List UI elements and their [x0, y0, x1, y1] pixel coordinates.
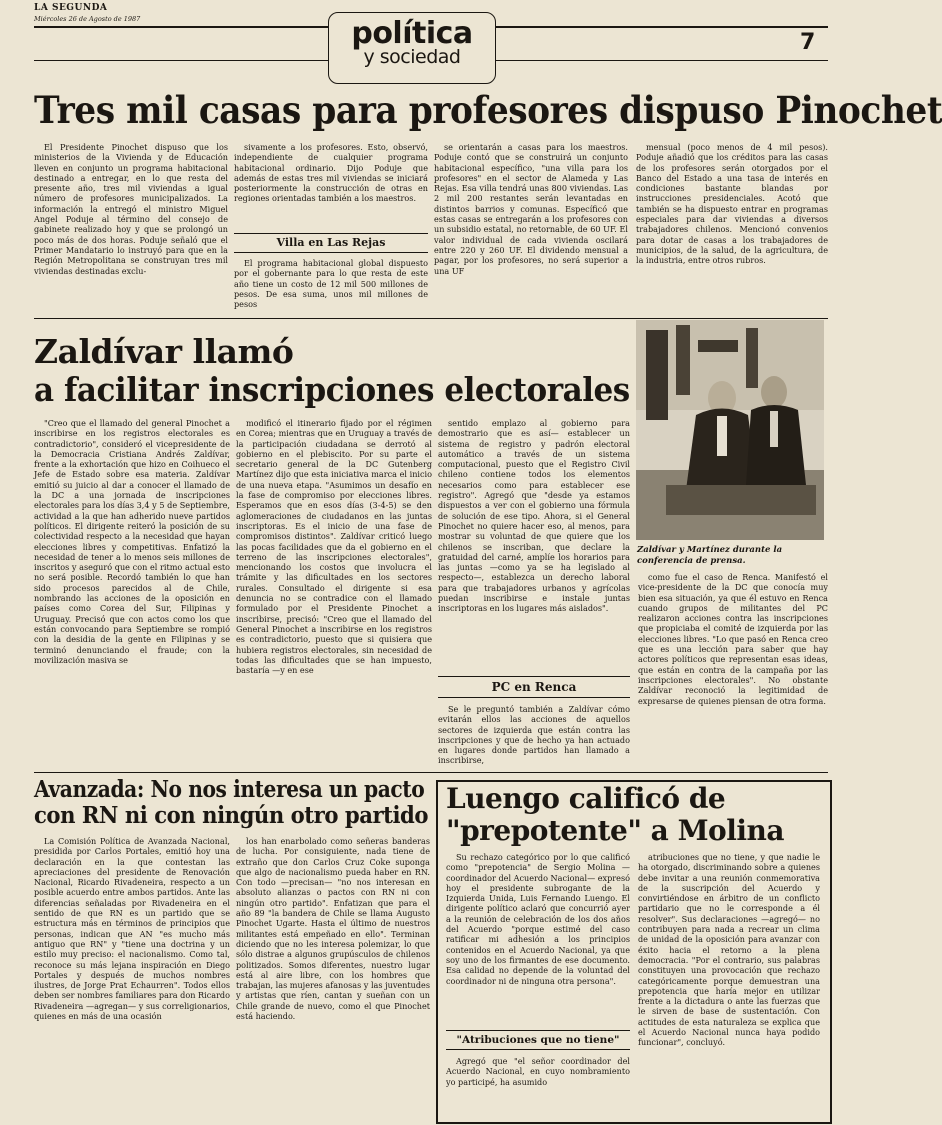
article4-col1b-text: Agregó que "el señor coordinador del Acuerdo Nacional, en cuyo nombramiento yo participé, ha asumido: [446, 1056, 630, 1087]
article4-headline-line2: "prepotente" a Molina: [446, 814, 785, 847]
press-conference-photo: [636, 320, 824, 540]
article2-column-1: [34, 418, 230, 768]
article1-subhead: Villa en Las Rejas: [234, 233, 428, 253]
page-number: 7: [800, 30, 816, 55]
article2-column-2: [236, 418, 432, 768]
section-subtitle: y sociedad: [363, 46, 461, 68]
article4-subhead: "Atribuciones que no tiene": [446, 1030, 630, 1050]
article1-col2b-text: El programa habitacional global dispuesto por el gobernante para lo que resta de este año tiene un costo de 12 mil 500 millones de pesos. De esa suma, unos mil millones de pesos: [234, 258, 428, 310]
article1-col4-text: mensual (poco menos de 4 mil pesos). Poduje añadió que los créditos para las casas de los profesores serán otorgados por el Banco del Estado a una tasa de interés en condiciones bastante blandas por instrucciones presidenciales. Acotó que también se ha dispuesto entrar en programas especiales para dar viviendas a diversos trabajadores chilenos. Mencionó convenios para dotar de casas a los trabajadores de municipios, de la salud, de la agricultura, de la industria, entre otros rubros.: [636, 142, 828, 266]
article1-col3-text: se orientarán a casas para los maestros. Poduje contó que se construirá un conjunto habitacional específico, "una villa para los profesores" en el sector de Alameda y Las Rejas. Esa villa tendrá unas 800 viviendas. Las 2 mil 200 restantes serán levantadas en distintos barrios y comunas. Específicó que estas casas se entregarán a los profesores con un subsidio estatal, no retornable, de 60 UF. El valor individual de cada vivienda oscilará entre 220 y 260 UF. El dividendo mensual a pagar, por los profesores, no será superior a una UF: [434, 142, 628, 276]
article2-col2-text: modificó el itinerario fijado por el régimen en Corea; mientras que en Uruguay a través de la participación ciudadana se derrotó al gobierno en el plebiscito. Por su parte el secretario general de la DC Gutenberg Martínez dijo que esta iniciativa marca el inicio de una nueva etapa. "Asumimos un desafío en la fase de compromiso por elecciones libres. Esperamos que en esos días (3-4-5) se den aglomeraciones de ciudadanos en las juntas inscriptoras. Es el inicio de una fase de compromisos distintos". Zaldívar criticó luego las pocas facilidades que da el gobierno en el terreno de las inscripciones electorales", mencionando los costos que involucra el trámite y las dificultades en los sectores rurales. Consultado el dirigente si esa denuncia no se contradice con el llamado formulado por el Presidente Pinochet a inscribirse, precisó: "Creo que el llamado del General Pinochet a inscribirse en los registros es contradictorio, puesto que si quisiera que hubiera registros electorales, sin necesidad de todas las dificultades que se han impuesto, bastaría —y en ese: [236, 418, 432, 676]
article2-col3b-text: Se le preguntó también a Zaldívar cómo evitarán ellos las acciones de aquellos sectores de izquierda que están contra las inscripciones y que de hecho ya han actuado en lugares donde partidos han llamado a inscribirse,: [438, 704, 630, 766]
article1-col1-text: El Presidente Pinochet dispuso que los ministerios de la Vivienda y de Educación lleven en conjunto un programa habitacional destinado a entregar, en lo que resta del presente año, tres mil viviendas a igual número de profesores municipalizados. La información la entregó el ministro Miguel Angel Poduje al término del consejo de gabinete realizado hoy y que se prolongó un poco más de dos horas. Poduje señaló que el Primer Mandatario lo instruyó para que en la Región Metropolitana se construyan tres mil viviendas destinadas exclu-: [34, 142, 228, 276]
article4-headline-line1: Luengo calificó de: [446, 782, 726, 815]
article3-column-1: [34, 836, 230, 1121]
article2-col4-text: como fue el caso de Renca. Manifestó el vice-presidente de la DC que conocía muy bien esa situación, ya que él estuvo en Renca cuando grupos de militantes del PC realizaron acciones contra las inscripciones que propiciaba el comité de izquierda por las elecciones libres. "Lo que pasó en Renca creo que es una lección para saber que hay actores políticos que representan esas ideas, que están en contra de la campaña por las inscripciones electorales". No obstante Zaldívar reconoció la legitimidad de expresarse de quienes piensan de otra forma.: [638, 572, 828, 706]
section-logo: [328, 12, 496, 84]
article1-headline: Tres mil casas para profesores dispuso Pinochet: [34, 88, 942, 132]
article3-column-2: [236, 836, 430, 1121]
article2-subhead: PC en Renca: [438, 676, 630, 698]
article2-headline-line1: Zaldívar llamó: [34, 332, 294, 371]
photo-image: [636, 320, 824, 540]
article3-col2-text: los han enarbolado como señeras banderas de lucha. Por consiguiente, nada tiene de extraño que don Carlos Cruz Coke suponga que algo de nacionalismo pueda haber en RN. Con todo —precisan— "no nos interesan en absoluto alianzas o pactos con RN ni con ningún otro partido". Enfatizan que para el año 89 "la bandera de Chile se llama Augusto Pinochet Ugarte. Hasta el último de nuestros militantes está empeñado en ello". Terminan diciendo que no les interesa polemizar, lo que sólo distrae a algunos grupúsculos de chilenos politizados. Somos diferentes, nuestro lugar está al aire libre, con los hombres que trabajan, las mujeres afanosas y las juventudes y artistas que ríen, cantan y sueñan con un Chile grande de nuevo, como el que Pinochet está haciendo.: [236, 836, 430, 1022]
photo-caption: Zaldívar y Martínez durante la conferencia de prensa.: [637, 545, 783, 566]
article1-column-4: [636, 142, 828, 314]
article3-col1-text: La Comisión Política de Avanzada Nacional, presidida por Carlos Portales, emitió hoy una declaración en la que contestan las apreciaciones del presidente de Renovación Nacional, Ricardo Rivadeneira, respecto a un posible acuerdo entre ambos partidos. Ante las diferencias señaladas por Rivadeneira en el sentido de que RN es un partido que se estructura más en términos de principios que personas, indican que AN "es mucho más antiguo que RN" y "tiene una doctrina y un estilo muy preciso: el nacionalismo. Como tal, reconoce su más lejana inspiración en Diego Portales y después de muchos nombres ilustres, de Jorge Prat Echaurren". Todos ellos deben ser nombres familiares para don Ricardo Rivadeneira —agregan— y sus correligionarios, quienes en más de una ocasión: [34, 836, 230, 1022]
article1-column-2: [234, 142, 428, 314]
article2-column-3: [438, 418, 630, 768]
newspaper-name: LA SEGUNDA: [34, 3, 108, 13]
article2-column-4: [638, 572, 828, 768]
divider: [34, 772, 828, 773]
section-title: política: [351, 16, 473, 51]
article4-column-1: [446, 852, 630, 1116]
article1-column-3: [434, 142, 628, 314]
article1-column-1: [34, 142, 228, 314]
article2-col1-text: "Creo que el llamado del general Pinochet a inscribirse en los registros electorales es contradictorio", consideró el vicepresidente de la Democracia Cristiana Andrés Zaldívar, frente a la exhortación que hizo en Coihueco el Jefe de Estado sobre esa materia. Zaldívar emitió su juicio al dar a conocer el llamado de la DC a una jornada de inscripciones electorales para los días 3,4 y 5 de Septiembre, actividad a la que han adherido nueve partidos políticos. El dirigente reiteró la posición de su colectividad respecto a la necesidad que hayan elecciones libres y competitivas. Enfatizó la necesidad de tener a lo menos seis millones de inscritos y aseguró que con el ritmo actual esto no será posible. Recordó también lo que han sido procesos parecidos al de Chile, nombrando las acciones de la oposición en países como Corea del Sur, Filipinas y Uruguay. Precisó que con actos como los que están convocando para Septiembre se rompió con la desidia de la gente en Filipinas y se terminó denunciando el fraude; con la movilización masiva se: [34, 418, 230, 665]
article2-col3-text: sentido emplazo al gobierno para demostrario que es así— establecer un sistema de registro y padrón electoral automático a través de un sistema computacional, puesto que el Registro Civil chileno contiene todos los elementos necesarios como para establecer ese registro". Agregó que "desde ya estamos dispuestos a ver con el gobierno una fórmula de solución de ese tipo. Ahora, si el General Pinochet no quiere hacer eso, al menos, para mostrar su voluntad de que quiere que los chilenos se inscriban, que declare la gratuidad del carné, amplíe los horarios para las juntas —como ya se ha legislado al respecto—, establezca un derecho laboral para que trabajadores urbanos y agrícolas puedan inscribirse e instale juntas inscriptoras en los lugares más aislados".: [438, 418, 630, 614]
article3-headline-line1: Avanzada: No nos interesa un pacto: [34, 776, 425, 803]
article1-col2-text: sivamente a los profesores. Esto, observó, independiente de cualquier programa habitacional ordinario. Dijo Poduje que además de estas tres mil viviendas se iniciará posteriormente la construcción de otras en regiones orientadas también a los maestros.: [234, 142, 428, 204]
article4-column-2: [638, 852, 820, 1116]
article4-col1-text: Su rechazo categórico por lo que calificó como "prepotencia" de Sergio Molina —coordinador del Acuerdo Nacional— expresó hoy el presidente subrogante de la Izquierda Unida, Luis Fernando Luengo. El dirigente político aclaró que concurrió ayer a la reunión de celebración de los dos años del Acuerdo "porque estimé del caso ratificar mi adhesión a los principios contenidos en el Acuerdo Nacional, ya que soy uno de los firmantes de ese documento. Esa calidad no depende de la voluntad del coordinador ni de ninguna otra persona".: [446, 852, 630, 986]
divider: [34, 318, 828, 319]
publication-date: Miércoles 26 de Agosto de 1987: [34, 15, 141, 23]
article2-headline-line2: a facilitar inscripciones electorales: [34, 370, 630, 409]
article3-headline-line2: con RN ni con ningún otro partido: [34, 802, 429, 829]
article4-col2-text: atribuciones que no tiene, y que nadie le ha otorgado, discriminando sobre a quienes debe invitar a una reunión conmemorativa de la suscripción del Acuerdo y convirtiéndose en árbitro de un conflicto partidario que no le corresponde a él resolver". Sus declaraciones —agregó— no contribuyen para nada a recrear un clima de unidad de la oposición para avanzar con éxito hacia el retorno a la plena democracia. "Por el contrario, sus palabras constituyen una provocación que rechazo categóricamente porque demuestran una prepotencia que haría mejor en utilizar frente a la dictadura o ante las fuerzas que le sirven de base de sustentación. Con actitudes de esta naturaleza se explica que el Acuerdo Nacional nunca haya podido funcionar", concluyó.: [638, 852, 820, 1048]
